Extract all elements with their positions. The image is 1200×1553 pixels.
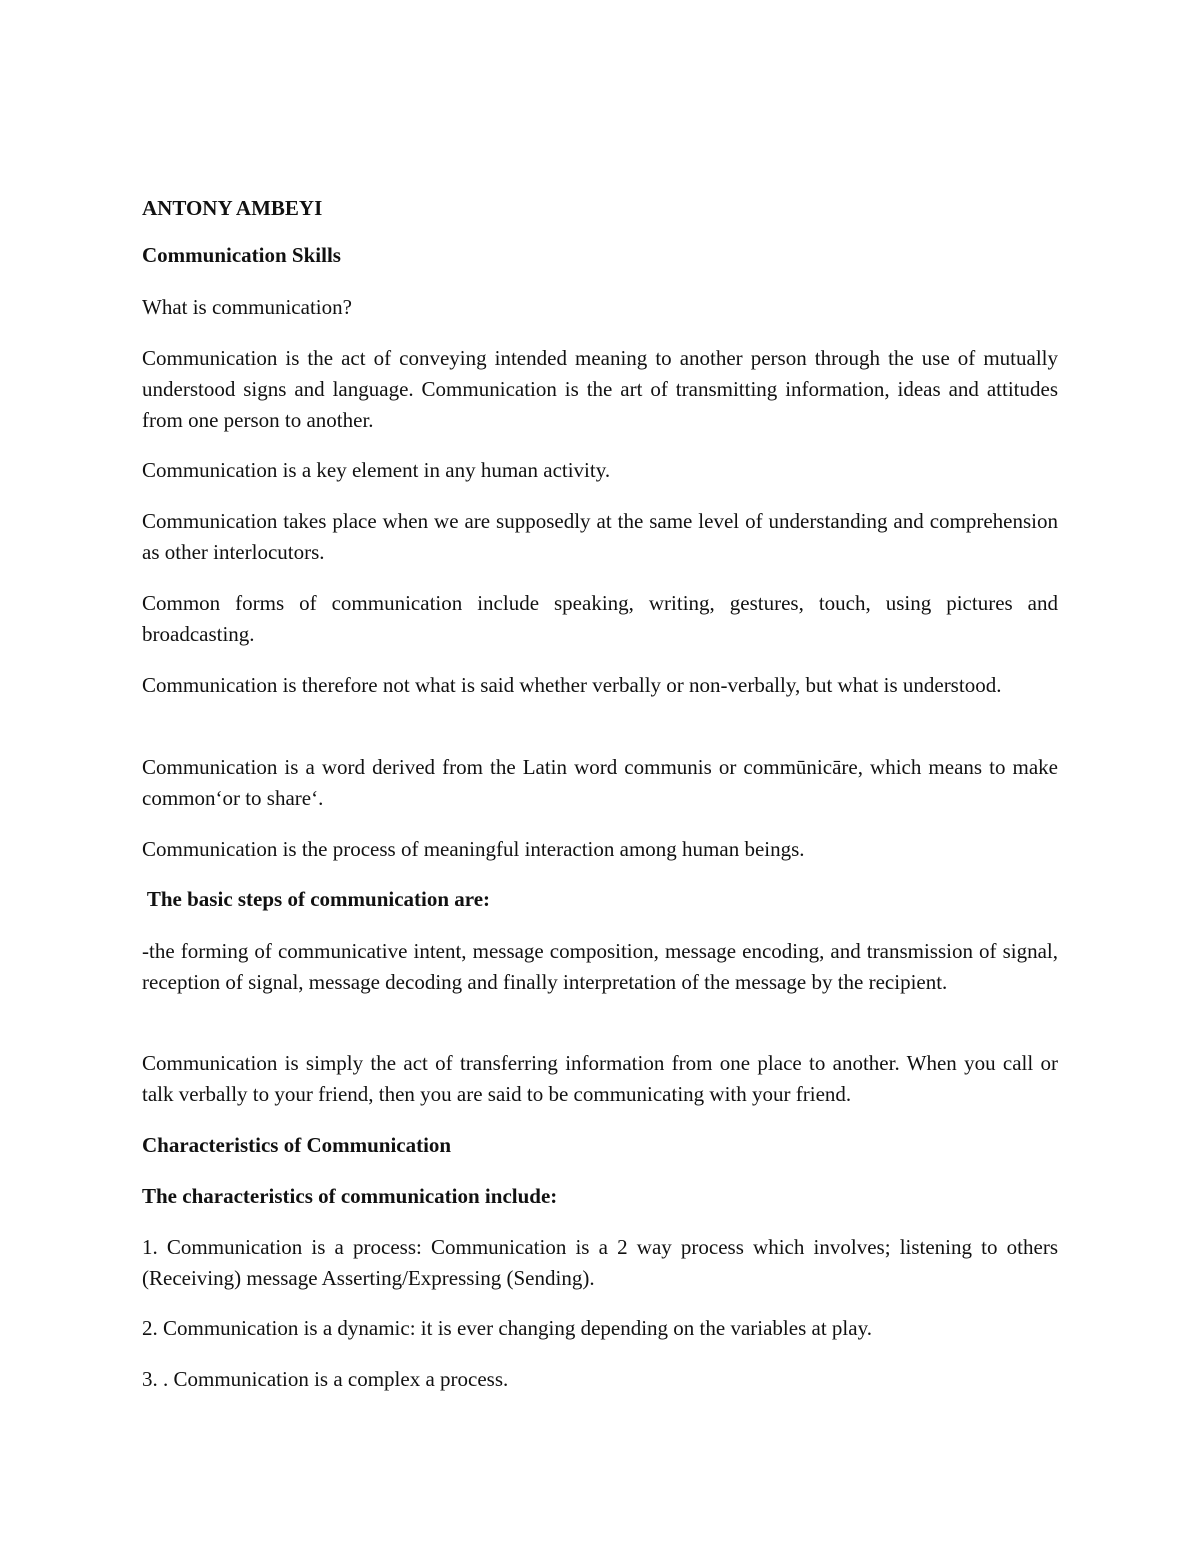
- paragraph-common-forms: Common forms of communication include speaking, writing, gestures, touch, using pictures and broadcasting.: [142, 591, 1058, 646]
- paragraph-definition: Communication is the act of conveying intended meaning to another person through the use of mutually understood signs and language. Communication is the art of transmitting information, ideas and attitudes from one person to another.: [142, 346, 1058, 432]
- characteristics-subheading: The characteristics of communication include:: [142, 1184, 558, 1208]
- steps-heading: The basic steps of communication are:: [142, 887, 491, 911]
- paragraph-same-level: Communication takes place when we are supposedly at the same level of understanding and comprehension as other interlocutors.: [142, 509, 1058, 564]
- characteristic-item-3: 3. . Communication is a complex a process.: [142, 1367, 509, 1391]
- paragraph-key-element: Communication is a key element in any human activity.: [142, 458, 611, 482]
- author-name: ANTONY AMBEYI: [142, 196, 323, 220]
- paragraph-steps: -the forming of communicative intent, message composition, message encoding, and transmission of signal, reception of signal, message decoding and finally interpretation of the message by the recipient.: [142, 939, 1058, 994]
- paragraph-interaction: Communication is the process of meaningful interaction among human beings.: [142, 837, 805, 861]
- paragraph-understood: Communication is therefore not what is said whether verbally or non-verbally, but what is understood.: [142, 673, 1002, 697]
- course-title: Communication Skills: [142, 243, 341, 267]
- characteristic-item-2: 2. Communication is a dynamic: it is ever changing depending on the variables at play.: [142, 1316, 872, 1340]
- characteristics-heading: Characteristics of Communication: [142, 1133, 452, 1157]
- paragraph-transferring: Communication is simply the act of transferring information from one place to another. When you call or talk verbally to your friend, then you are said to be communicating with your friend.: [142, 1051, 1058, 1106]
- characteristic-item-1: 1. Communication is a process: Communication is a 2 way process which involves; listening to others (Receiving) message Asserting/Expressing (Sending).: [142, 1235, 1058, 1290]
- question-heading: What is communication?: [142, 295, 352, 319]
- paragraph-latin: Communication is a word derived from the Latin word communis or commūnicāre, which means to make common‘or to share‘.: [142, 755, 1058, 810]
